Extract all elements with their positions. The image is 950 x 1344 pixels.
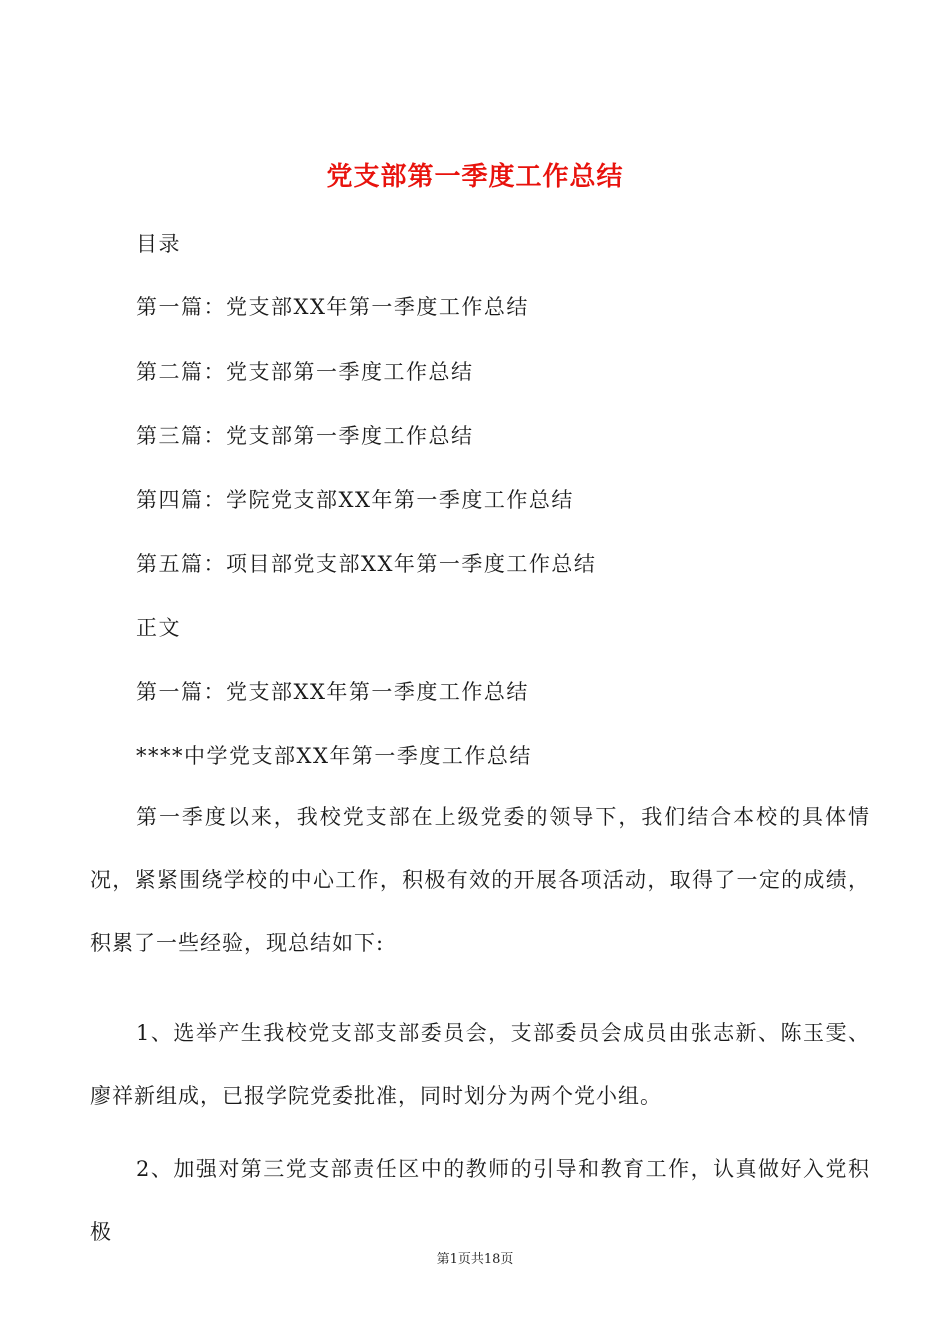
toc-item-5: 第五篇：项目部党支部XX年第一季度工作总结 — [136, 552, 597, 576]
body-heading: 正文 — [136, 616, 181, 640]
section-title: 第一篇：党支部XX年第一季度工作总结 — [136, 680, 529, 704]
toc-item-1: 第一篇：党支部XX年第一季度工作总结 — [136, 295, 529, 319]
paragraph-intro: 第一季度以来，我校党支部在上级党委的领导下，我们结合本校的具体情况，紧紧围绕学校的中心工作，积极有效的开展各项活动，取得了一定的成绩，积累了一些经验，现总结如下: — [90, 805, 870, 955]
toc-item-2: 第二篇：党支部第一季度工作总结 — [136, 360, 474, 384]
page-number-footer: 第1页共18页 — [436, 1252, 514, 1267]
toc-item-4: 第四篇：学院党支部XX年第一季度工作总结 — [136, 488, 574, 512]
document-title: 党支部第一季度工作总结 — [326, 162, 624, 192]
toc-heading: 目录 — [136, 232, 181, 256]
paragraph-item-1: 1、选举产生我校党支部支部委员会，支部委员会成员由张志新、陈玉雯、廖祥新组成，已报学院党委批准，同时划分为两个党小组。 — [90, 1021, 870, 1108]
toc-item-3: 第三篇：党支部第一季度工作总结 — [136, 424, 474, 448]
section-subtitle: ****中学党支部XX年第一季度工作总结 — [136, 744, 532, 768]
paragraph-item-2: 2、加强对第三党支部责任区中的教师的引导和教育工作，认真做好入党积极 — [90, 1157, 870, 1244]
